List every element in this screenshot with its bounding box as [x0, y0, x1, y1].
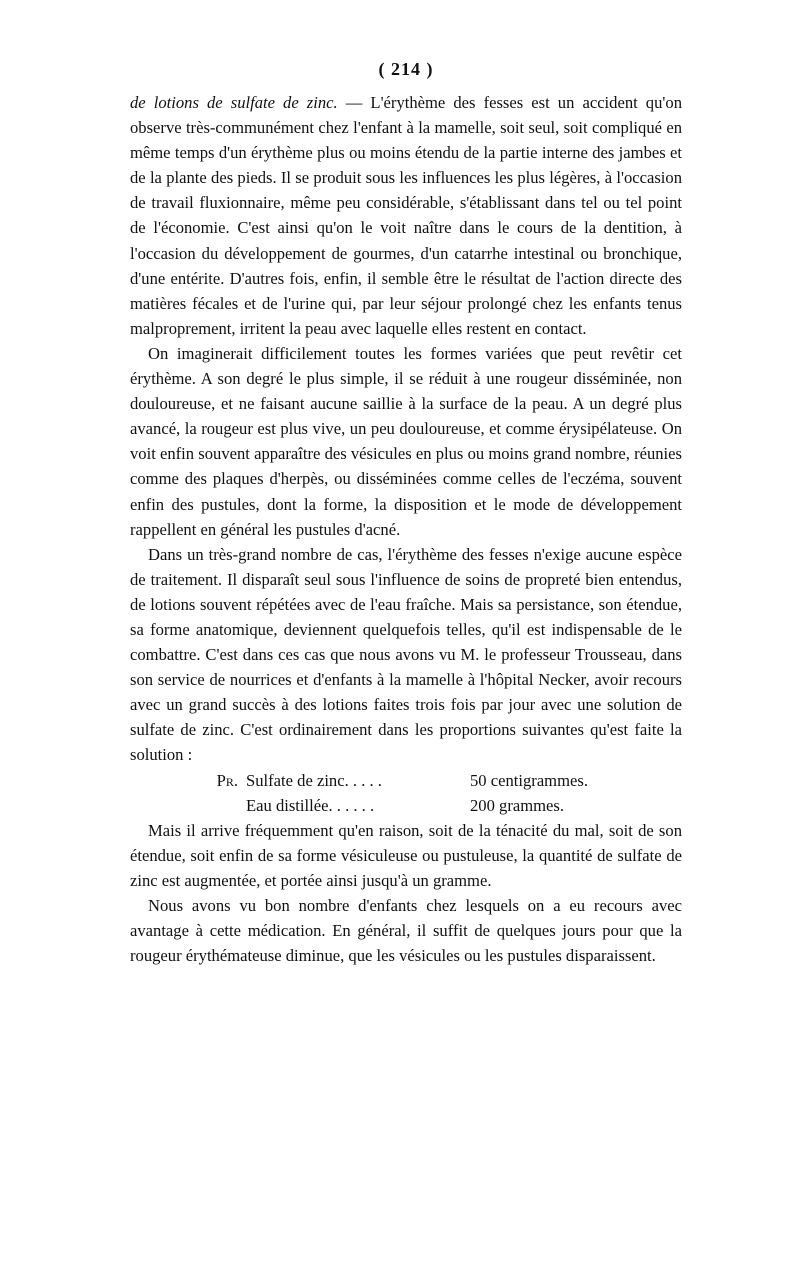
document-page — [130, 58, 682, 968]
page-number: ( 214 ) — [378, 59, 434, 79]
paragraph-1-text: — L'érythème des fesses est un accident qu'on observe très-communément chez l'enfant à la mamelle, soit seul, soit compliqué en même temps d'un érythème plus ou moins étendu de la partie interne des jambes et de la plante des pieds. Il se produit sous les influences les plus légères, à l'occasion de travail fluxionnaire, même peu considérable, s'établissant dans tel ou tel point de l'économie. C'est ainsi qu'on le voit naître dans le cours de la dentition, à l'occasion du développement de gourmes, d'un catarrhe intestinal ou bronchique, d'une entérite. D'autres fois, enfin, il semble être le résultat de l'action directe des matières fécales et de l'urine qui, par leur séjour prolongé chez les enfants tenus malproprement, irritent la peau avec laquelle elles restent en contact. — [130, 93, 682, 338]
prescription-formula — [130, 768, 682, 818]
paragraph-3: Dans un très-grand nombre de cas, l'érythème des fesses n'exige aucune espèce de traitement. Il disparaît seul sous l'influence de soins de propreté bien entendus, de lotions souvent répétées avec de l'eau fraîche. Mais sa persistance, son étendue, sa forme anatomique, deviennent quelquefois telles, qu'il est indispensable de le combattre. C'est dans ces cas que nous avons vu M. le professeur Trousseau, dans son service de nourrices et d'enfants à la mamelle à l'hôpital Necker, avoir recours avec un grand succès à des lotions faites trois fois par jour avec une solution de sulfate de zinc. C'est ordinairement dans les proportions suivantes qu'est faite la solution : — [130, 544, 682, 765]
formula-quantity: 50 centigrammes. — [470, 770, 588, 790]
formula-ingredient: Sulfate de zinc. . . . . — [246, 770, 382, 790]
paragraph-5: Nous avons vu bon nombre d'enfants chez lesquels on a eu recours avec avantage à cette médication. En général, il suffit de quelques jours pour que la rougeur érythémateuse diminue, que les vésicules ou les pustules disparaissent. — [130, 896, 682, 966]
formula-prefix — [130, 793, 246, 818]
paragraph-2: On imaginerait difficilement toutes les formes variées que peut revêtir cet érythème. A son degré le plus simple, il se réduit à une rougeur disséminée, non douloureuse, et ne faisant aucune saillie à la surface de la peau. A un degré plus avancé, la rougeur est plus vive, un peu douloureuse, et comme érysipélateuse. On voit enfin souvent apparaître des vésicules en plus ou moins grand nombre, réunies comme des plaques d'herpès, ou disséminées comme celles de l'eczéma, souvent enfin des pustules, dont la forme, la disposition et le mode de développement rappellent en général les pustules d'acné. — [130, 343, 682, 539]
paragraph-4: Mais il arrive fréquemment qu'en raison, soit de la ténacité du mal, soit de son étendue, soit enfin de sa forme vésiculeuse ou pustuleuse, la quantité de sulfate de zinc est augmentée, et portée ainsi jusqu'à un gramme. — [130, 820, 682, 890]
formula-row-zinc — [130, 768, 682, 793]
paragraph-1-italic: de lotions de sulfate de zinc. — [130, 93, 338, 112]
formula-quantity: 200 grammes. — [470, 795, 565, 815]
formula-row-water — [130, 793, 682, 818]
paragraph-1 — [130, 90, 682, 341]
formula-prefix: Pr. — [216, 770, 238, 790]
formula-ingredient: Eau distillée. . . . . . — [246, 795, 375, 815]
